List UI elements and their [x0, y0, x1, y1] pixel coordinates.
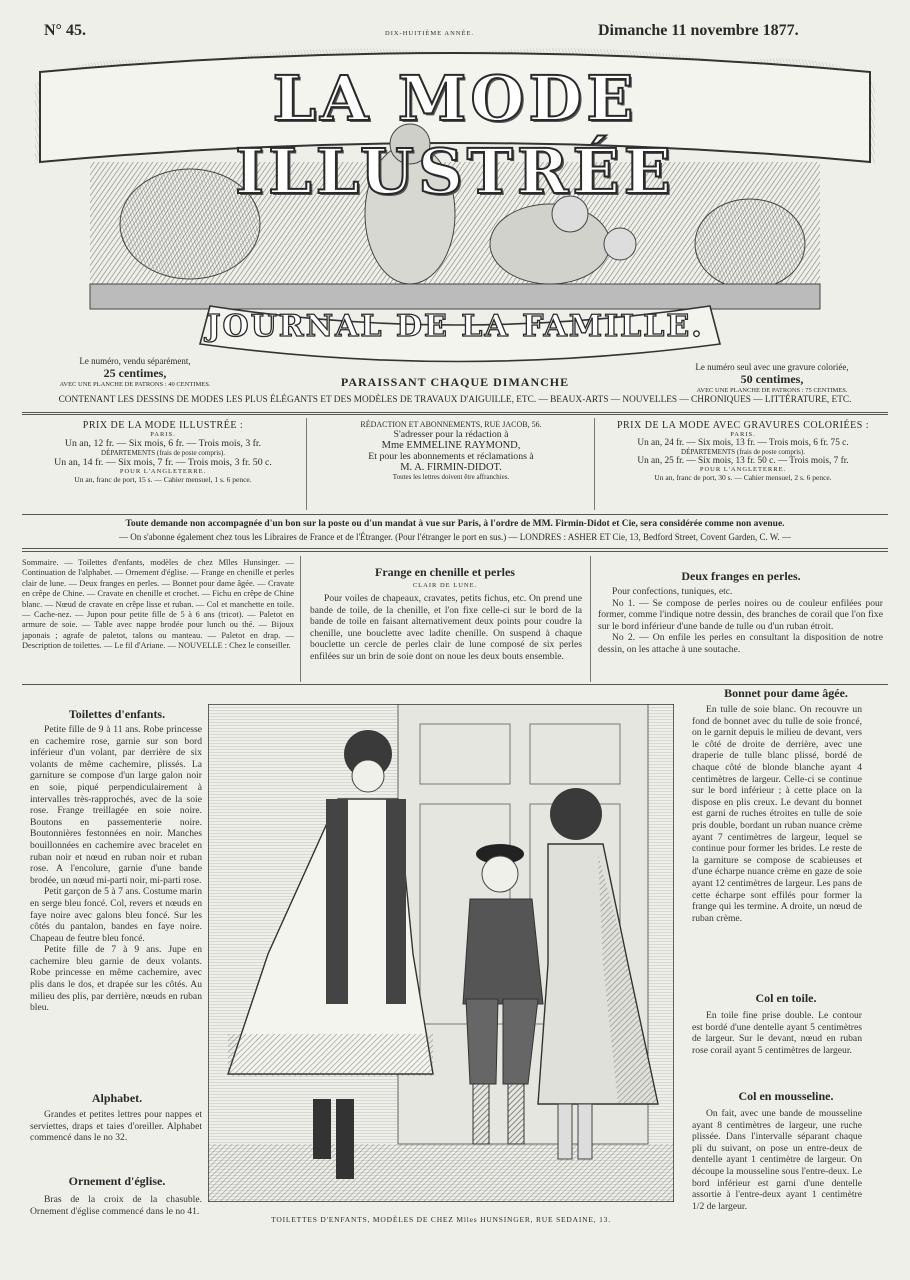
price-right: Le numéro seul avec une gravure coloriée, 50 centimes, AVEC UNE PLANCHE DE PATRONS : 75 CENTIMES.	[695, 362, 849, 394]
alphabet-title: Alphabet.	[91, 1091, 143, 1105]
issue-date: Dimanche 11 novembre 1877.	[598, 22, 799, 39]
subscription-left: PRIX DE LA MODE ILLUSTRÉE : PARIS. Un an, 12 fr. — Six mois, 6 fr. — Trois mois, 3 fr. DÉPARTEMENTS (frais de poste compris). Un an, 14 fr. — Six mois, 7 fr. — Trois mois, 3 fr. 50 c. POUR L'ANGLETERRE. Un an, franc de port, 15 s. — Cahier mensuel, 1 s. 6 pence.	[54, 420, 272, 484]
col-mousseline-title: Col en mousseline.	[738, 1089, 834, 1103]
notice-payment: Toute demande non accompagnée d'un bon sur la poste ou d'un mandat à vue sur Paris, à l'ordre de MM. Firmin-Didot et Cie, sera considérée comme non avenue.	[125, 519, 785, 529]
toilettes-text: Petite fille de 9 à 11 ans. Robe princesse en cachemire rose, garnie sur son bord inférieur d'un volant, par derrière de six volants de même cachemire, plissés. La garniture se compose d'un large galon noir en soie, piqué perpendiculairement à intervalles très-rapprochés, avec de la soie rose. Frange treillagée en soie noire. Boutons en passementerie noire. Boutonnières festonnées en noir. Manches bouillonnées en cachemire avec bracelet en ruban noir et nœud en ruban noir et ruban rose. A l'encolure, garnie d'une bande brodée, un nœud mi-parti noir, mi-parti rose. Petit garçon de 5 à 7 ans. Costume marin en serge bleu foncé. Col, revers et nœuds en faye noire avec galons bleu foncé. Sur les côtés du pantalon, bandes en faye noire. Chapeau de feutre bleu foncé. Petite fille de 7 à 9 ans. Jupe en cachemire bleu garnie de deux volants. Robe princesse en même cachemire, avec plis dans le dos, et drapée sur les côtés. Au milieu des plis, par derrière, nœuds en ruban bleu.	[30, 724, 202, 1014]
price-left: Le numéro, vendu séparément, 25 centimes, AVEC UNE PLANCHE DE PATRONS : 40 CENTIMES.	[59, 356, 211, 388]
subscription-middle: RÉDACTION ET ABONNEMENTS, RUE JACOB, 56. S'adresser pour la rédaction à Mme EMMELINE RAYMOND, Et pour les abonnements et réclamations à M. A. FIRMIN-DIDOT. Toutes les lettres doivent être affranchies.	[360, 420, 542, 481]
masthead-subtitle: JOURNAL DE LA FAMILLE.	[206, 309, 704, 344]
frange-subtitle: CLAIR DE LUNE.	[412, 582, 478, 589]
deux-franges-text: Pour confections, tuniques, etc. No 1. — Se compose de perles noires ou de couleur enfilées pour former, comme l'indique notre dessin, des branches de corail que l'on fixe sur le bord inférieur d'une bande de tulle ou d'un ruban étroit. No 2. — On enfile les perles en consultant la disposition de notre dessin, on les attache à une soutache.	[598, 586, 883, 655]
subscription-right: PRIX DE LA MODE AVEC GRAVURES COLORIÉES : PARIS. Un an, 24 fr. — Six mois, 13 fr. — Trois mois, 6 fr. 75 c. DÉPARTEMENTS (frais de poste compris). Un an, 25 fr. — Six mois, 13 fr. 50 c. — Trois mois, 7 fr. POUR L'ANGLETERRE. Un an, franc de port, 30 s. — Cahier mensuel, 2 s. 6 pence.	[616, 420, 870, 482]
sommaire: Sommaire. — Toilettes d'enfants, modèles de chez Mlles Hunsinger. — Continuation de l'alphabet. — Ornement d'église. — Frange en chenille et perles clair de lune. — Deux franges en perles. — Bonnet pour dame âgée. — Cravate en crêpe de Chine. — Cravate en chenille et crochet. — Fichu en crêpe de Chine blanc. — Nœud de cravate en crêpe lisse et ruban. — Col et manchette en toile. — Cache-nez. — Jupon pour petite fille de 5 à 6 ans (tricot). — Paletot en armure de soie. — Table avec nappe brodée pour lunch ou thé. — Bijoux japonais ; agrafe de paletot, talons ou manteau. — Paletot en drap. — Description de toilettes. — Le fil d'Ariane. — NOUVELLE : Chez le conseiller.	[22, 558, 294, 651]
bonnet-text: En tulle de soie blanc. On recouvre un fond de bonnet avec du tulle de soie froncé, on le garnit depuis le milieu de devant, vers le côté de droite de derrière, avec une draperie de tulle blanc plissé, bordé de chaque côté de blonde blanche ayant 4 centimètres de largeur. Celle-ci se continue sur le bord inférieur ; à cette place on la dispose en plis creux. Le devant du bonnet est garni de ruches étroites en tulle de soie pris double, bordant un ruban nuance crème ayant 7 centimètres de largeur, lequel se continue pour former les brides. Le reste de la garniture se compose de scabieuses et d'une écharpe nuance crème en gaze de soie ayant 12 centimètres de largeur. Les pans de cette écharpe sont effilés pour former la frange qui les termine. A droite, un nœud de ruban crème.	[692, 704, 862, 924]
ornement-text: Bras de la croix de la chasuble. Ornement d'église commencé dans le no 41.	[30, 1194, 202, 1217]
frange-text: Pour voiles de chapeaux, cravates, petits fichus, etc. On prend une bande de toile, de la chenille, et l'on fixe celle-ci sur le bord de la bande de toile en faisant alternativement deux points pour coudre la chenille, une bouclette avec ladite chenille. On suspend à chaque bouclette un cercle de perles clair de lune composé de six perles enfilées sur un brin de soie dont on noue les deux bouts ensemble.	[310, 593, 582, 662]
fashion-illustration	[208, 704, 674, 1202]
ornement-title: Ornement d'église.	[68, 1174, 166, 1188]
col-mousseline-text: On fait, avec une bande de mousseline ayant 8 centimètres de largeur, une ruche plissée. Dans l'intervalle séparant chaque pli du suivant, on pose un entre-deux de dentelle ayant 1 centimètre de largeur. On découpe la mousseline sous l'entre-deux. Le bord inférieur est garni d'une dentelle assortie à l'entre-deux ayant 1 centimètre 1/2 de largeur.	[692, 1108, 862, 1212]
toilettes-title: Toilettes d'enfants.	[68, 707, 166, 721]
notice-subscription: — On s'abonne également chez tous les Libraires de France et de l'Étranger. (Pour l'étranger le port en sus.) — LONDRES : ASHER ET Cie, 13, Bedford Street, Covent Garden, C. W. —	[118, 532, 792, 542]
tagline: PARAISSANT CHAQUE DIMANCHE	[340, 375, 570, 389]
alphabet-text: Grandes et petites lettres pour nappes et serviettes, draps et taies d'oreiller. Alphabet commencé dans le no 32.	[30, 1109, 202, 1144]
illustration-caption: TOILETTES D'ENFANTS, MODÈLES DE CHEZ Mlles HUNSINGER, RUE SEDAINE, 13.	[271, 1215, 611, 1224]
deux-franges-title: Deux franges en perles.	[681, 569, 801, 583]
year-label: DIX-HUITIÈME ANNÉE.	[385, 30, 475, 37]
masthead-title: LA MODE ILLUSTRÉE	[235, 62, 675, 208]
col-toile-text: En toile fine prise double. Le contour est bordé d'une dentelle ayant 5 centimètres de largeur. Sur le devant, nœud en ruban rose corail ayant 5 centimètres de largeur.	[692, 1010, 862, 1056]
bonnet-title: Bonnet pour dame âgée.	[724, 686, 848, 700]
col-toile-title: Col en toile.	[755, 991, 817, 1005]
issue-number: N° 45.	[44, 22, 86, 39]
contents-line: CONTENANT LES DESSINS DE MODES LES PLUS ÉLÉGANTS ET DES MODÈLES DE TRAVAUX D'AIGUILLE, ETC. — BEAUX-ARTS — NOUVELLES — CHRONIQUES — LITTÉRATURE, ETC.	[58, 395, 852, 405]
frange-title: Frange en chenille et perles	[375, 565, 515, 579]
